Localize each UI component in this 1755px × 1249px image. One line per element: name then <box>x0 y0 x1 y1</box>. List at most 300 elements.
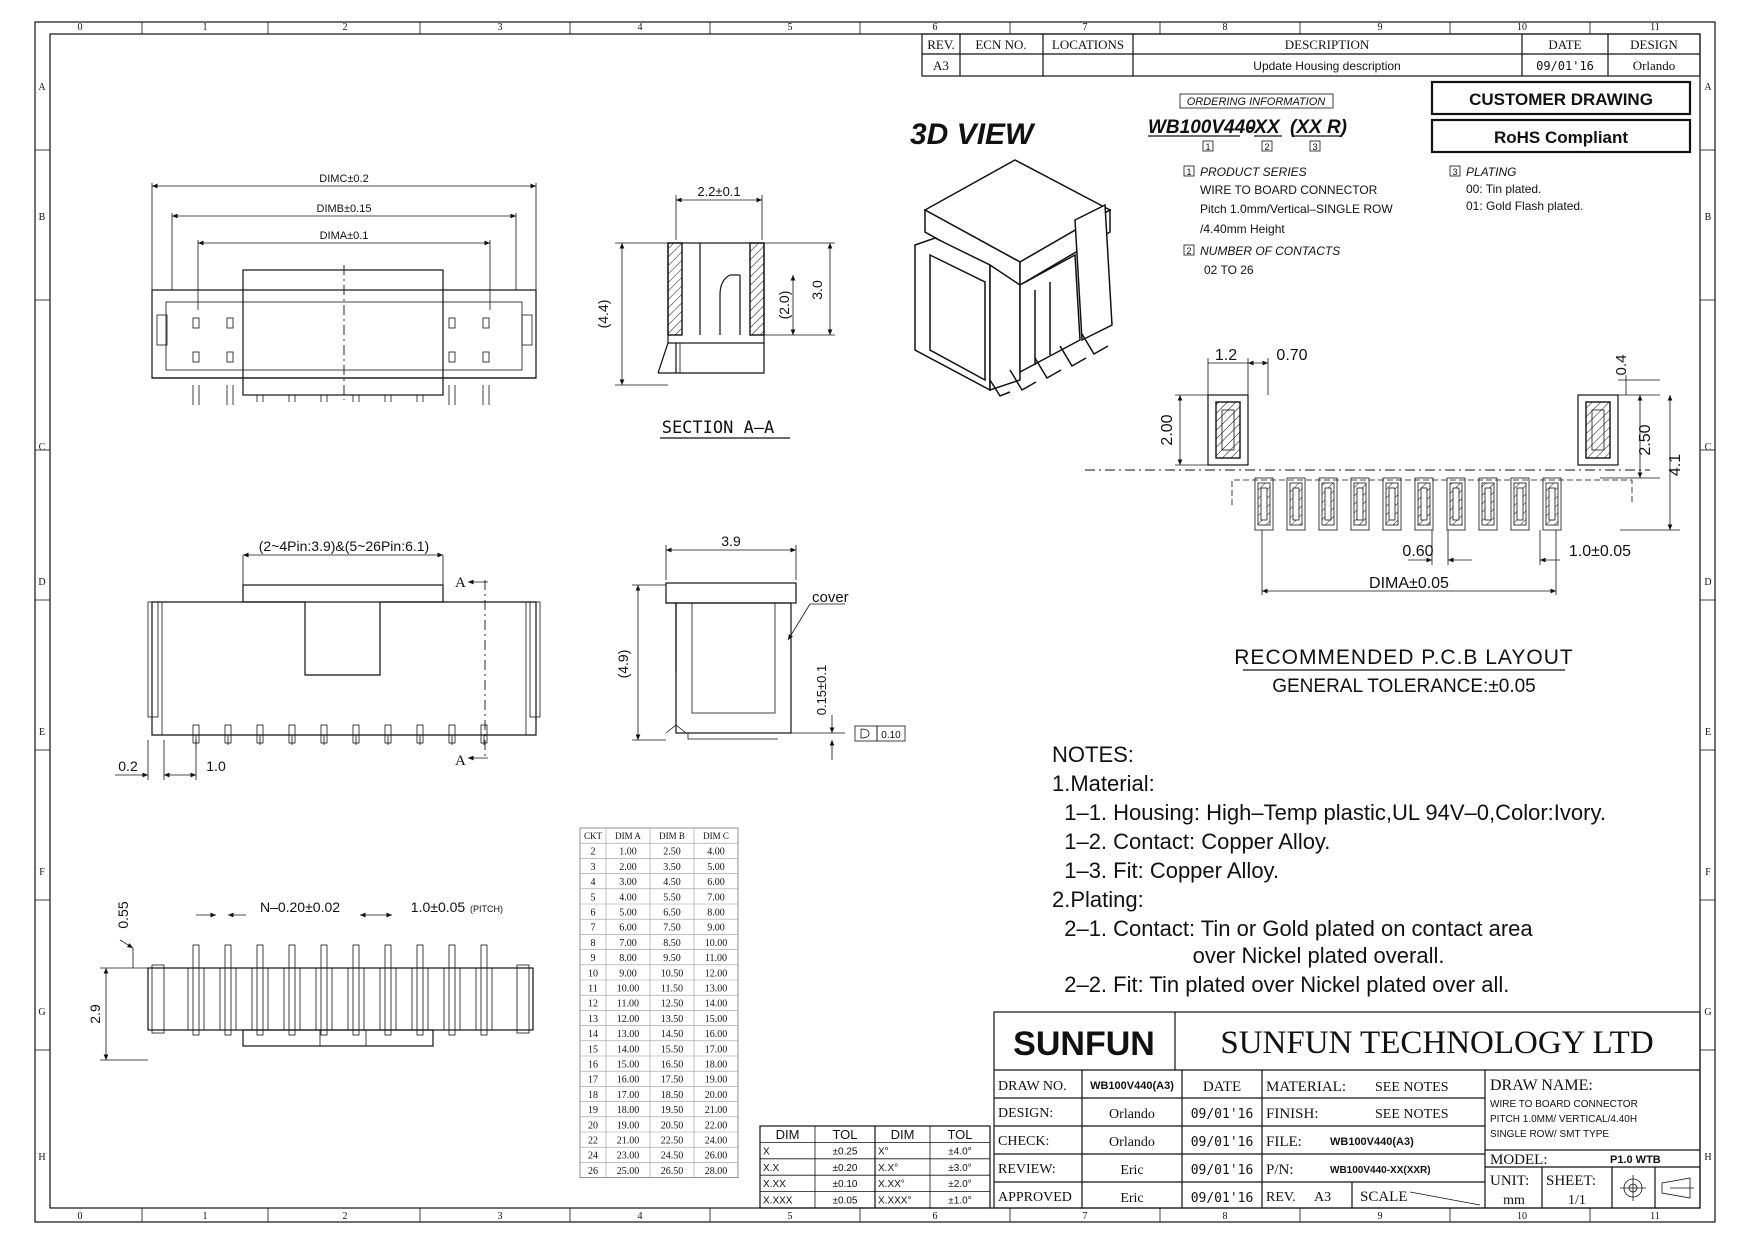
front-pitch-dim: 1.0 <box>206 758 226 774</box>
top-pin <box>449 352 455 362</box>
bottom-pin-slot <box>220 968 236 1030</box>
dim-table-cell: 9.00 <box>707 922 725 934</box>
border-col-label-top: 3 <box>497 22 503 33</box>
note-line: NOTES: <box>1052 742 1134 767</box>
company-name: SUNFUN TECHNOLOGY LTD <box>1220 1025 1654 1061</box>
section-width-dim: 2.2±0.1 <box>697 184 741 199</box>
tol-table-cell: X <box>763 1146 770 1158</box>
section-inner-dim: 3.0 <box>809 280 825 300</box>
tol-table-cell: X.XX <box>763 1179 786 1191</box>
dim-table-cell: 11.50 <box>660 983 684 995</box>
dim-table-cell: 8.50 <box>663 937 681 949</box>
bottom-pin-slot <box>188 968 204 1030</box>
tol-table-header: TOL <box>947 1127 973 1142</box>
date-header: DATE <box>1202 1079 1242 1095</box>
section-height-dim: (4.4) <box>595 299 611 329</box>
plating-line-2: 01: Gold Flash plated. <box>1466 199 1584 213</box>
dim-table-cell: 13 <box>588 1013 598 1025</box>
dim-table-cell: 10.50 <box>660 968 684 980</box>
pcb-pad-core <box>1293 488 1299 520</box>
dim-table-cell: 22 <box>588 1135 598 1147</box>
dim-table-cell: 16 <box>588 1059 598 1071</box>
pcb-pad-width-dim: 1.2 <box>1214 347 1238 364</box>
dim-table-cell: 5 <box>590 892 596 904</box>
tol-table-cell: ±0.05 <box>832 1195 858 1207</box>
dim-table-cell: 18.00 <box>616 1105 640 1117</box>
border-row-label-left: E <box>38 727 46 738</box>
dim-table-cell: 21.00 <box>704 1105 728 1117</box>
bottom-pin-slot <box>284 968 300 1030</box>
rev-value-description: Update Housing description <box>1253 59 1401 73</box>
pcb-gap-dim: 0.70 <box>1276 347 1308 364</box>
revision-block <box>922 34 1700 76</box>
border-col-label-bottom: 8 <box>1222 1211 1228 1222</box>
3d-view-connector <box>915 160 1112 396</box>
border-col-label-bottom: 4 <box>637 1211 643 1222</box>
border-row-label-right: D <box>1704 577 1712 588</box>
bottom-pin-slot <box>348 968 364 1030</box>
front-view <box>115 538 540 780</box>
tol-table-header: TOL <box>832 1127 858 1142</box>
approved-value: Eric <box>1120 1191 1144 1206</box>
border-col-label-bottom: 3 <box>497 1211 503 1222</box>
border-col-label-top: 9 <box>1377 22 1383 33</box>
dim-table-cell: 28.00 <box>704 1165 728 1177</box>
note-line: 1–1. Housing: High–Temp plastic,UL 94V–0,Color:Ivory. <box>1052 800 1606 825</box>
dim-table-cell: 6 <box>590 907 596 919</box>
dim-table-cell: 9 <box>590 953 596 965</box>
draw-name-line-2: PITCH 1.0MM/ VERTICAL/4.40H <box>1490 1114 1638 1125</box>
sheet-label: SHEET: <box>1546 1173 1597 1189</box>
approved-label: APPROVED <box>998 1190 1072 1205</box>
dim-table-cell: 2.50 <box>663 846 681 858</box>
top-pin <box>483 352 489 362</box>
border-row-label-left: A <box>38 82 46 93</box>
top-pin <box>227 352 233 362</box>
pcb-layout <box>1085 347 1684 697</box>
bottom-pin <box>481 945 487 1035</box>
pcb-pad-gap-dim: 0.60 <box>1402 543 1434 560</box>
dim-table-cell: 6.50 <box>663 907 681 919</box>
dim-table-cell: 6.00 <box>707 877 725 889</box>
border-row-label-right: B <box>1704 212 1712 223</box>
file-label: FILE: <box>1266 1134 1302 1150</box>
pcb-pad-core <box>1261 488 1267 520</box>
tol-table-cell: X.XXX <box>763 1195 793 1207</box>
flatness-value: 0.10 <box>881 730 901 741</box>
product-series-index: 1 <box>1186 167 1192 177</box>
rev-header-rev: REV. <box>927 37 955 52</box>
dim-table-cell: 8 <box>590 937 596 949</box>
dim-table-cell: 10.00 <box>704 937 728 949</box>
note-line: over Nickel plated overall. <box>1052 943 1445 968</box>
tol-table-header: DIM <box>890 1127 915 1142</box>
tol-table-cell: X.X° <box>878 1162 899 1174</box>
border-col-label-top: 1 <box>202 22 208 33</box>
bottom-pin <box>385 945 391 1035</box>
bottom-pin-slot <box>380 968 396 1030</box>
dim-table-cell: 4.00 <box>619 892 637 904</box>
design-label: DESIGN: <box>998 1106 1054 1121</box>
dim-table-cell: 5.00 <box>619 907 637 919</box>
pcb-pad-core <box>1389 488 1395 520</box>
dim-table-cell: 18.50 <box>660 1089 684 1101</box>
border-col-label-top: 10 <box>1517 22 1527 33</box>
dim-table-cell: 8.00 <box>707 907 725 919</box>
check-date: 09/01'16 <box>1190 1135 1254 1150</box>
pcb-pad-core <box>1357 488 1363 520</box>
pcb-dima-dim: DIMA±0.05 <box>1369 575 1449 592</box>
dim-table-cell: 20 <box>588 1120 598 1132</box>
top-pin <box>483 318 489 328</box>
dim-table-cell: 2.00 <box>619 861 637 873</box>
dim-table-cell: 9.50 <box>663 953 681 965</box>
dim-table-cell: 20.00 <box>704 1089 728 1101</box>
border-col-label-bottom: 5 <box>787 1211 793 1222</box>
notes-block <box>1052 742 1606 997</box>
bottom-pitch-dim: 1.0±0.05 <box>410 899 466 915</box>
top-pin <box>193 318 199 328</box>
rev-header-date: DATE <box>1548 37 1582 52</box>
plating-index: 3 <box>1452 167 1458 177</box>
approved-date: 09/01'16 <box>1190 1191 1254 1206</box>
border-row-label-left: D <box>38 577 46 588</box>
top-pin <box>449 318 455 328</box>
dim-table-cell: 13.00 <box>616 1029 640 1041</box>
tol-table-cell: X.XX° <box>878 1179 905 1191</box>
side-height-dim: (4.9) <box>615 649 631 679</box>
draw-name-line-3: SINGLE ROW/ SMT TYPE <box>1490 1129 1610 1140</box>
tol-table-cell: ±0.25 <box>832 1146 858 1158</box>
file-value: WB100V440(A3) <box>1330 1136 1414 1148</box>
ordering-label: ORDERING INFORMATION <box>1186 96 1326 108</box>
dim-table-cell: 7 <box>590 922 596 934</box>
dim-table-cell: 24 <box>588 1150 598 1162</box>
dim-b-label: DIMB±0.15 <box>316 203 372 215</box>
side-view <box>615 533 905 760</box>
rohs-label: RoHS Compliant <box>1493 128 1629 147</box>
dim-table-cell: 18 <box>588 1089 598 1101</box>
dim-a-label: DIMA±0.1 <box>319 230 369 242</box>
contacts-index: 2 <box>1186 246 1192 256</box>
bottom-pin-height-dim: 0.55 <box>115 901 131 929</box>
tol-table-cell: ±0.10 <box>832 1179 858 1191</box>
note-line: 2–1. Contact: Tin or Gold plated on contact area <box>1052 916 1533 941</box>
border-col-label-top: 4 <box>637 22 643 33</box>
dim-table-cell: 19.50 <box>660 1105 684 1117</box>
dim-table-cell: 2 <box>590 846 596 858</box>
side-width-dim: 3.9 <box>721 533 741 549</box>
dim-table-cell: 19.00 <box>616 1120 640 1132</box>
bottom-pin <box>353 945 359 1035</box>
bottom-fit-nail <box>517 965 529 1033</box>
border-col-label-bottom: 11 <box>1650 1211 1660 1222</box>
unit-label: UNIT: <box>1490 1173 1530 1189</box>
bottom-pin <box>449 945 455 1035</box>
rev-header-design: DESIGN <box>1630 37 1678 52</box>
ordering-index-3: 3 <box>1312 142 1318 152</box>
dim-table-cell: 3 <box>590 861 596 873</box>
dim-table-cell: 8.00 <box>619 953 637 965</box>
plating-title: PLATING <box>1466 165 1517 179</box>
dim-table-cell: 24.00 <box>704 1135 728 1147</box>
note-line: 1–2. Contact: Copper Alloy. <box>1052 829 1331 854</box>
dim-table-cell: 9.00 <box>619 968 637 980</box>
dim-table-cell: 24.50 <box>660 1150 684 1162</box>
dim-table-cell: 20.50 <box>660 1120 684 1132</box>
bottom-pin <box>321 945 327 1035</box>
top-view <box>152 173 536 405</box>
tol-table-cell: ±2.0° <box>948 1179 972 1191</box>
border-row-label-left: F <box>39 867 45 878</box>
dim-table-cell: 19.00 <box>704 1074 728 1086</box>
product-series-line-1: WIRE TO BOARD CONNECTOR <box>1200 183 1378 197</box>
rev-value: A3 <box>1314 1190 1332 1205</box>
customer-drawing-label: CUSTOMER DRAWING <box>1469 90 1653 109</box>
pcb-pad-core <box>1325 488 1331 520</box>
border-col-label-bottom: 10 <box>1517 1211 1527 1222</box>
tol-table-cell: ±4.0° <box>948 1146 972 1158</box>
model-label: MODEL: <box>1490 1152 1548 1168</box>
section-marker-top: A <box>455 575 466 591</box>
dim-table-cell: 4 <box>590 877 596 889</box>
rohs-badge <box>1432 120 1690 152</box>
pcb-pad-core <box>1453 488 1459 520</box>
dim-table-cell: 15.00 <box>616 1059 640 1071</box>
border-col-label-top: 11 <box>1650 22 1660 33</box>
border-row-label-left: G <box>38 1007 46 1018</box>
section-depth-dim: (2.0) <box>776 290 792 320</box>
ordering-index-2: 2 <box>1264 142 1270 152</box>
border-col-label-top: 2 <box>342 22 348 33</box>
dim-table-cell: 26 <box>588 1165 598 1177</box>
side-coplanarity-dim: 0.15±0.1 <box>814 664 829 716</box>
bottom-pin <box>289 945 295 1035</box>
pn-label: P/N: <box>1266 1162 1294 1178</box>
border-row-label-right: C <box>1704 442 1712 453</box>
scale-label: SCALE <box>1360 1189 1408 1205</box>
tol-table-cell: X° <box>878 1146 889 1158</box>
material-value: SEE NOTES <box>1375 1080 1449 1095</box>
check-label: CHECK: <box>998 1134 1050 1149</box>
finish-label: FINISH: <box>1266 1106 1319 1122</box>
contacts-title: NUMBER OF CONTACTS <box>1200 244 1341 258</box>
dim-table-cell: 16.50 <box>660 1059 684 1071</box>
tol-table-cell: ±0.20 <box>832 1162 858 1174</box>
title-block <box>994 1012 1700 1208</box>
ordering-code-contacts: -XX <box>1248 117 1280 138</box>
pcb-title: RECOMMENDED P.C.B LAYOUT <box>1234 646 1574 669</box>
dim-table-cell: 19 <box>588 1105 598 1117</box>
bottom-pin <box>193 945 199 1035</box>
dim-table-cell: 10.00 <box>616 983 640 995</box>
customer-drawing-badge <box>1432 82 1690 114</box>
dim-table-header: CKT <box>584 831 602 841</box>
dim-table-cell: 17.00 <box>704 1044 728 1056</box>
dim-table-cell: 3.50 <box>663 861 681 873</box>
border-col-label-top: 5 <box>787 22 793 33</box>
dim-table-cell: 12.00 <box>616 1013 640 1025</box>
rev-value-date: 09/01'16 <box>1536 59 1594 73</box>
design-date: 09/01'16 <box>1190 1107 1254 1122</box>
dim-table-cell: 12.00 <box>704 968 728 980</box>
dim-table-cell: 21.00 <box>616 1135 640 1147</box>
border-row-label-right: F <box>1705 867 1711 878</box>
note-line: 2.Plating: <box>1052 887 1144 912</box>
dim-table-cell: 7.50 <box>663 922 681 934</box>
dim-table-cell: 7.00 <box>619 937 637 949</box>
company-logo: SUNFUN <box>1013 1025 1155 1063</box>
draw-no-label: DRAW NO. <box>998 1079 1067 1094</box>
pcb-span-dim: 2.50 <box>1637 424 1654 456</box>
draw-no-value: WB100V440(A3) <box>1090 1080 1174 1092</box>
3d-view-title: 3D VIEW <box>910 118 1034 151</box>
projection-symbol-icon <box>1620 1175 1694 1201</box>
tol-table-cell: ±1.0° <box>948 1195 972 1207</box>
bottom-pin <box>417 945 423 1035</box>
dim-table-cell: 13.50 <box>660 1013 684 1025</box>
dim-table-cell: 11.00 <box>616 998 640 1010</box>
border-col-label-top: 7 <box>1082 22 1088 33</box>
cover-label: cover <box>812 589 849 606</box>
border-col-label-bottom: 2 <box>342 1211 348 1222</box>
dim-table-header: DIM C <box>703 831 729 841</box>
front-pitch-offset-dim: 0.2 <box>118 758 138 774</box>
tol-table-cell: X.XXX° <box>878 1195 912 1207</box>
front-top-note: (2~4Pin:3.9)&(5~26Pin:6.1) <box>258 538 430 554</box>
dim-table-cell: 15.50 <box>660 1044 684 1056</box>
border-row-label-left: H <box>38 1152 46 1163</box>
section-marker-bottom: A <box>455 753 466 769</box>
tolerance-table <box>760 1126 990 1208</box>
dim-table-cell: 16.00 <box>704 1029 728 1041</box>
border-row-label-left: C <box>38 442 46 453</box>
sheet-value: 1/1 <box>1568 1193 1586 1208</box>
rev-label: REV. <box>1266 1190 1296 1205</box>
plating-line-1: 00: Tin plated. <box>1466 182 1542 196</box>
bottom-pitch-note: (PITCH) <box>470 904 503 914</box>
product-series-line-2: Pitch 1.0mm/Vertical–SINGLE ROW <box>1200 202 1393 216</box>
dim-table-cell: 14.00 <box>704 998 728 1010</box>
bottom-pin-slot <box>412 968 428 1030</box>
ordering-index-1: 1 <box>1205 142 1211 152</box>
bottom-fit-nail <box>152 965 164 1033</box>
dim-table-cell: 22.50 <box>660 1135 684 1147</box>
check-value: Orlando <box>1109 1135 1155 1150</box>
dim-table-cell: 18.00 <box>704 1059 728 1071</box>
pcb-pad-core <box>1485 488 1491 520</box>
border-col-label-top: 8 <box>1222 22 1228 33</box>
note-line: 1–3. Fit: Copper Alloy. <box>1052 858 1280 883</box>
border-col-label-bottom: 6 <box>932 1211 938 1222</box>
pcb-tolerance: GENERAL TOLERANCE:±0.05 <box>1272 676 1536 697</box>
dim-table-cell: 23.00 <box>616 1150 640 1162</box>
top-pin <box>227 318 233 328</box>
border-col-label-bottom: 0 <box>77 1211 83 1222</box>
border-row-label-left: B <box>38 212 46 223</box>
dim-table-header: DIM B <box>659 831 685 841</box>
dim-table-cell: 17.50 <box>660 1074 684 1086</box>
pcb-pad-core <box>1421 488 1427 520</box>
dim-table-cell: 13.00 <box>704 983 728 995</box>
pcb-pad-core <box>1549 488 1555 520</box>
dim-table-cell: 12 <box>588 998 598 1010</box>
rev-header-locations: LOCATIONS <box>1051 37 1125 52</box>
dim-table-cell: 16.00 <box>616 1074 640 1086</box>
ordering-information <box>1148 94 1583 277</box>
bottom-view <box>87 899 533 1060</box>
dim-table-cell: 12.50 <box>660 998 684 1010</box>
dim-table-cell: 26.00 <box>704 1150 728 1162</box>
dim-table-cell: 11.00 <box>704 953 728 965</box>
dim-table-cell: 14 <box>588 1029 598 1041</box>
rev-header-description: DESCRIPTION <box>1284 37 1370 52</box>
dim-table-header: DIM A <box>615 831 641 841</box>
dim-table-cell: 5.00 <box>707 861 725 873</box>
dim-c-label: DIMC±0.2 <box>319 173 369 185</box>
dim-table-cell: 5.50 <box>663 892 681 904</box>
section-a-a <box>595 184 835 438</box>
bottom-height-dim: 2.9 <box>87 1004 103 1024</box>
pcb-pitch-dim: 1.0±0.05 <box>1568 543 1632 560</box>
bottom-pin <box>257 945 263 1035</box>
rev-value-design: Orlando <box>1632 58 1676 73</box>
product-series-title: PRODUCT SERIES <box>1200 165 1307 179</box>
border-col-label-top: 0 <box>77 22 83 33</box>
top-pin <box>193 352 199 362</box>
bottom-pin-slot <box>252 968 268 1030</box>
ordering-code-plating: (XX R) <box>1290 117 1347 138</box>
unit-value: mm <box>1503 1193 1525 1208</box>
dim-table-cell: 4.50 <box>663 877 681 889</box>
ordering-code-series: WB100V440 <box>1148 117 1256 138</box>
dim-table-cell: 10 <box>588 968 598 980</box>
bottom-pin <box>225 945 231 1035</box>
border-row-label-right: A <box>1704 82 1712 93</box>
tol-table-cell: ±3.0° <box>948 1162 972 1174</box>
dim-table-cell: 15.00 <box>704 1013 728 1025</box>
pcb-pad-core <box>1517 488 1523 520</box>
contacts-value: 02 TO 26 <box>1204 263 1254 277</box>
dim-table-cell: 7.00 <box>707 892 725 904</box>
review-date: 09/01'16 <box>1190 1163 1254 1178</box>
bottom-pin-width-dim: N–0.20±0.02 <box>259 899 341 915</box>
dim-table-cell: 14.50 <box>660 1029 684 1041</box>
pcb-pad-height-dim: 2.00 <box>1159 414 1176 446</box>
review-value: Eric <box>1120 1163 1144 1178</box>
design-value: Orlando <box>1109 1107 1155 1122</box>
pcb-offset-dim: 0.4 <box>1613 354 1630 376</box>
product-series-line-3: /4.40mm Height <box>1200 222 1285 236</box>
note-line: 1.Material: <box>1052 771 1155 796</box>
draw-name-line-1: WIRE TO BOARD CONNECTOR <box>1490 1099 1638 1110</box>
tol-table-header: DIM <box>775 1127 800 1142</box>
pcb-total-height-dim: 4.1 <box>1667 453 1684 477</box>
rev-value-rev: A3 <box>933 58 949 73</box>
dim-table-cell: 17.00 <box>616 1089 640 1101</box>
dim-table-cell: 11 <box>588 983 598 995</box>
dim-table-cell: 17 <box>588 1074 598 1086</box>
dim-table-cell: 14.00 <box>616 1044 640 1056</box>
dim-table-cell: 26.50 <box>660 1165 684 1177</box>
tol-table-cell: X.X <box>763 1162 780 1174</box>
border-row-label-right: E <box>1704 727 1712 738</box>
dim-table-cell: 3.00 <box>619 877 637 889</box>
dimension-table <box>580 828 738 1178</box>
dim-table-cell: 6.00 <box>619 922 637 934</box>
section-title: SECTION A–A <box>661 418 775 438</box>
border-col-label-top: 6 <box>932 22 938 33</box>
